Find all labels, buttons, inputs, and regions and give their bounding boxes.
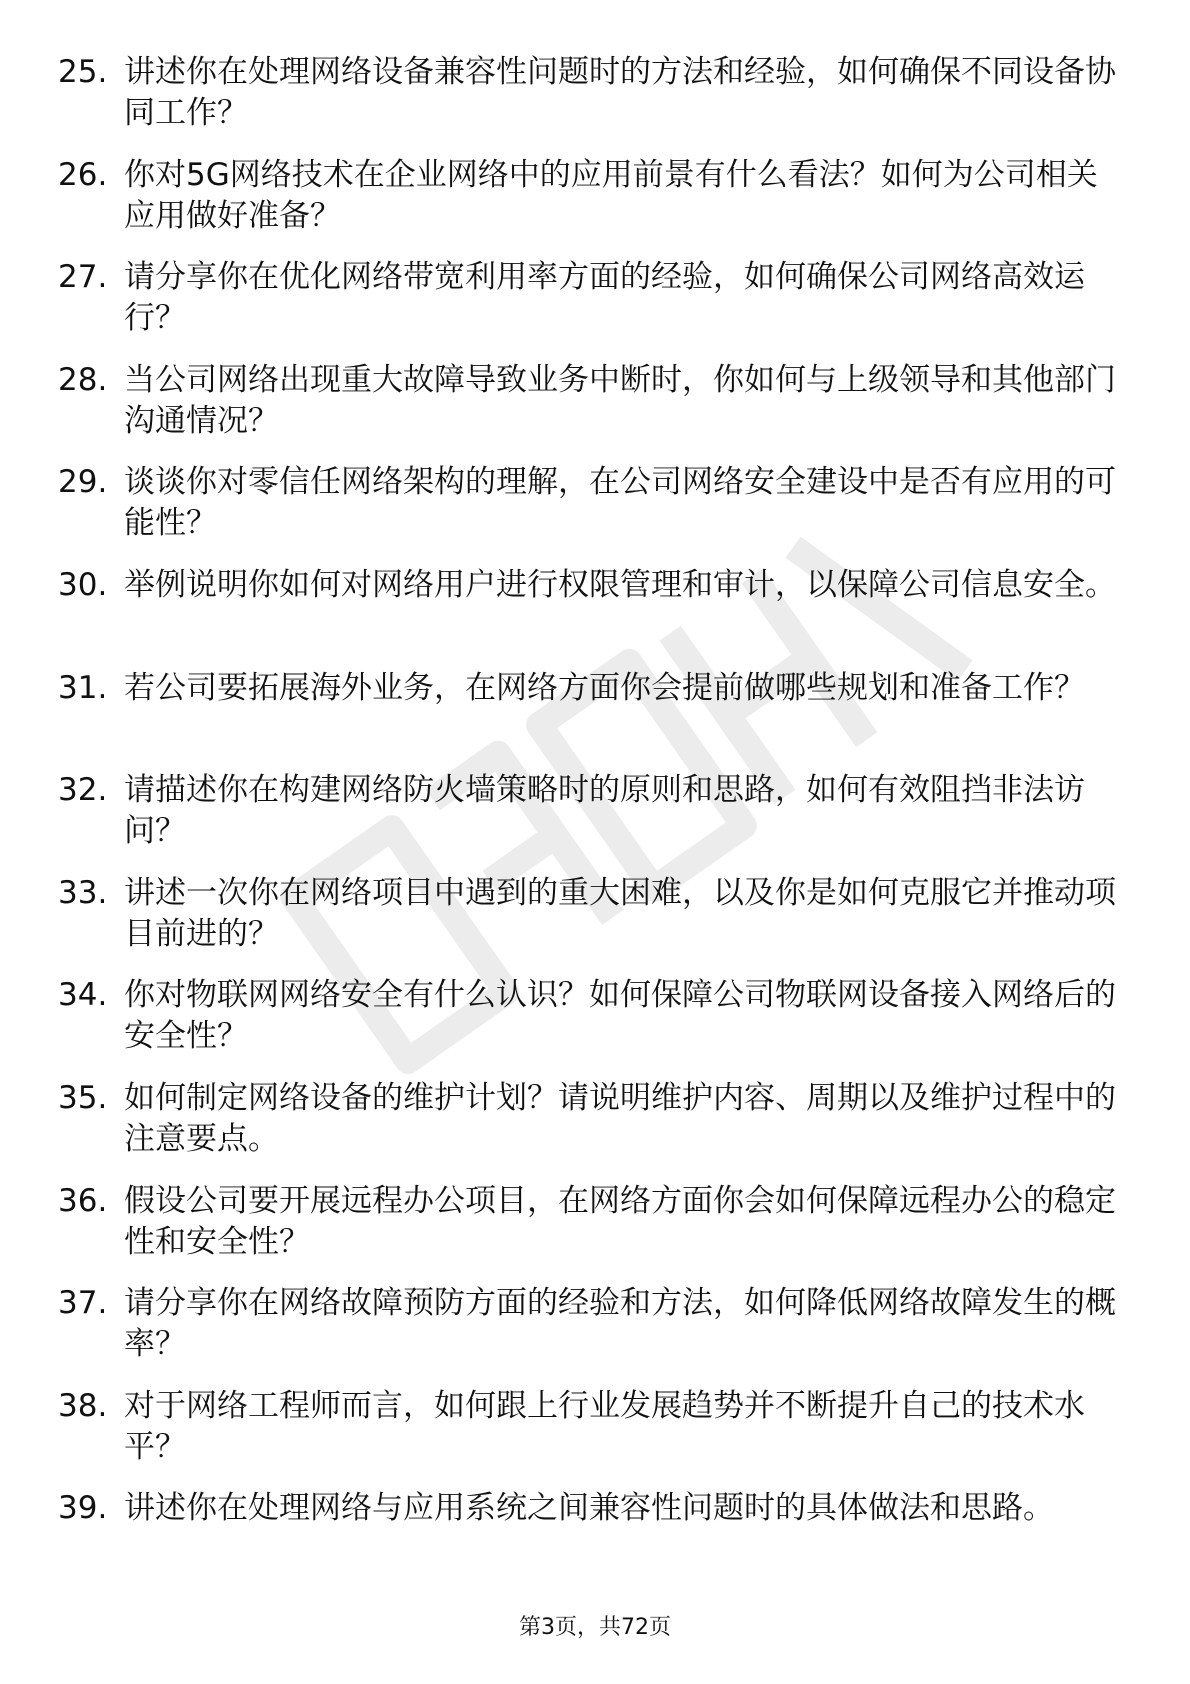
question-text: 对于网络工程师而言，如何跟上行业发展趋势并不断提升自己的技术水平？ [124,1387,1085,1465]
question-number: 39. [58,1490,108,1527]
question-text: 讲述一次你在网络项目中遇到的重大困难，以及你是如何克服它并推动项目前进的？ [124,874,1116,952]
question-item [58,1386,1138,1489]
question-number: 33. [58,874,108,911]
question-item [58,668,1138,771]
question-text: 你对5G网络技术在企业网络中的应用前景有什么看法？如何为公司相关应用做好准备？ [124,156,1098,234]
question-text: 谈谈你对零信任网络架构的理解，在公司网络安全建设中是否有应用的可能性？ [124,464,1116,542]
question-item [58,257,1138,360]
question-text: 你对物联网网络安全有什么认识？如何保障公司物联网设备接入网络后的安全性？ [124,977,1116,1055]
question-text: 请分享你在优化网络带宽利用率方面的经验，如何确保公司网络高效运行？ [124,259,1085,337]
question-text: 当公司网络出现重大故障导致业务中断时，你如何与上级领导和其他部门沟通情况？ [124,361,1116,439]
question-text: 请描述你在构建网络防火墙策略时的原则和思路，如何有效阻挡非法访问？ [124,772,1085,850]
question-text: 如何制定网络设备的维护计划？请说明维护内容、周期以及维护过程中的注意要点。 [124,1079,1116,1157]
question-number: 28. [58,361,108,398]
question-number: 35. [58,1079,108,1116]
question-text: 讲述你在处理网络与应用系统之间兼容性问题时的具体做法和思路。 [124,1490,1054,1527]
question-number: 25. [58,54,108,90]
question-number: 36. [58,1182,108,1219]
question-text: 假设公司要开展远程办公项目，在网络方面你会如何保障远程办公的稳定性和安全性？ [124,1182,1116,1260]
question-item [58,1283,1138,1386]
question-item [58,1078,1138,1181]
question-item [58,1181,1138,1284]
question-text: 举例说明你如何对网络用户进行权限管理和审计，以保障公司信息安全。 [124,566,1116,603]
question-number: 29. [58,464,108,501]
question-number: 27. [58,259,108,296]
question-number: 34. [58,977,108,1014]
question-item [58,975,1138,1078]
page-footer: 第3页，共72页 [519,1615,671,1640]
question-item [58,462,1138,565]
question-text: 讲述你在处理网络设备兼容性问题时的方法和经验，如何确保不同设备协同工作？ [124,54,1116,131]
question-number: 32. [58,772,108,809]
question-item [58,565,1138,668]
question-item [58,770,1138,873]
question-item [58,1488,1138,1591]
question-item [58,360,1138,463]
question-number: 37. [58,1285,108,1322]
question-list [58,52,1138,1591]
question-text: 若公司要拓展海外业务，在网络方面你会提前做哪些规划和准备工作？ [124,669,1085,706]
question-number: 30. [58,566,108,603]
question-number: 26. [58,156,108,193]
question-number: 31. [58,669,108,706]
question-number: 38. [58,1387,108,1424]
question-item [58,52,1138,155]
question-text: 请分享你在网络故障预防方面的经验和方法，如何降低网络故障发生的概率？ [124,1285,1116,1363]
question-item [58,155,1138,258]
question-item [58,873,1138,976]
